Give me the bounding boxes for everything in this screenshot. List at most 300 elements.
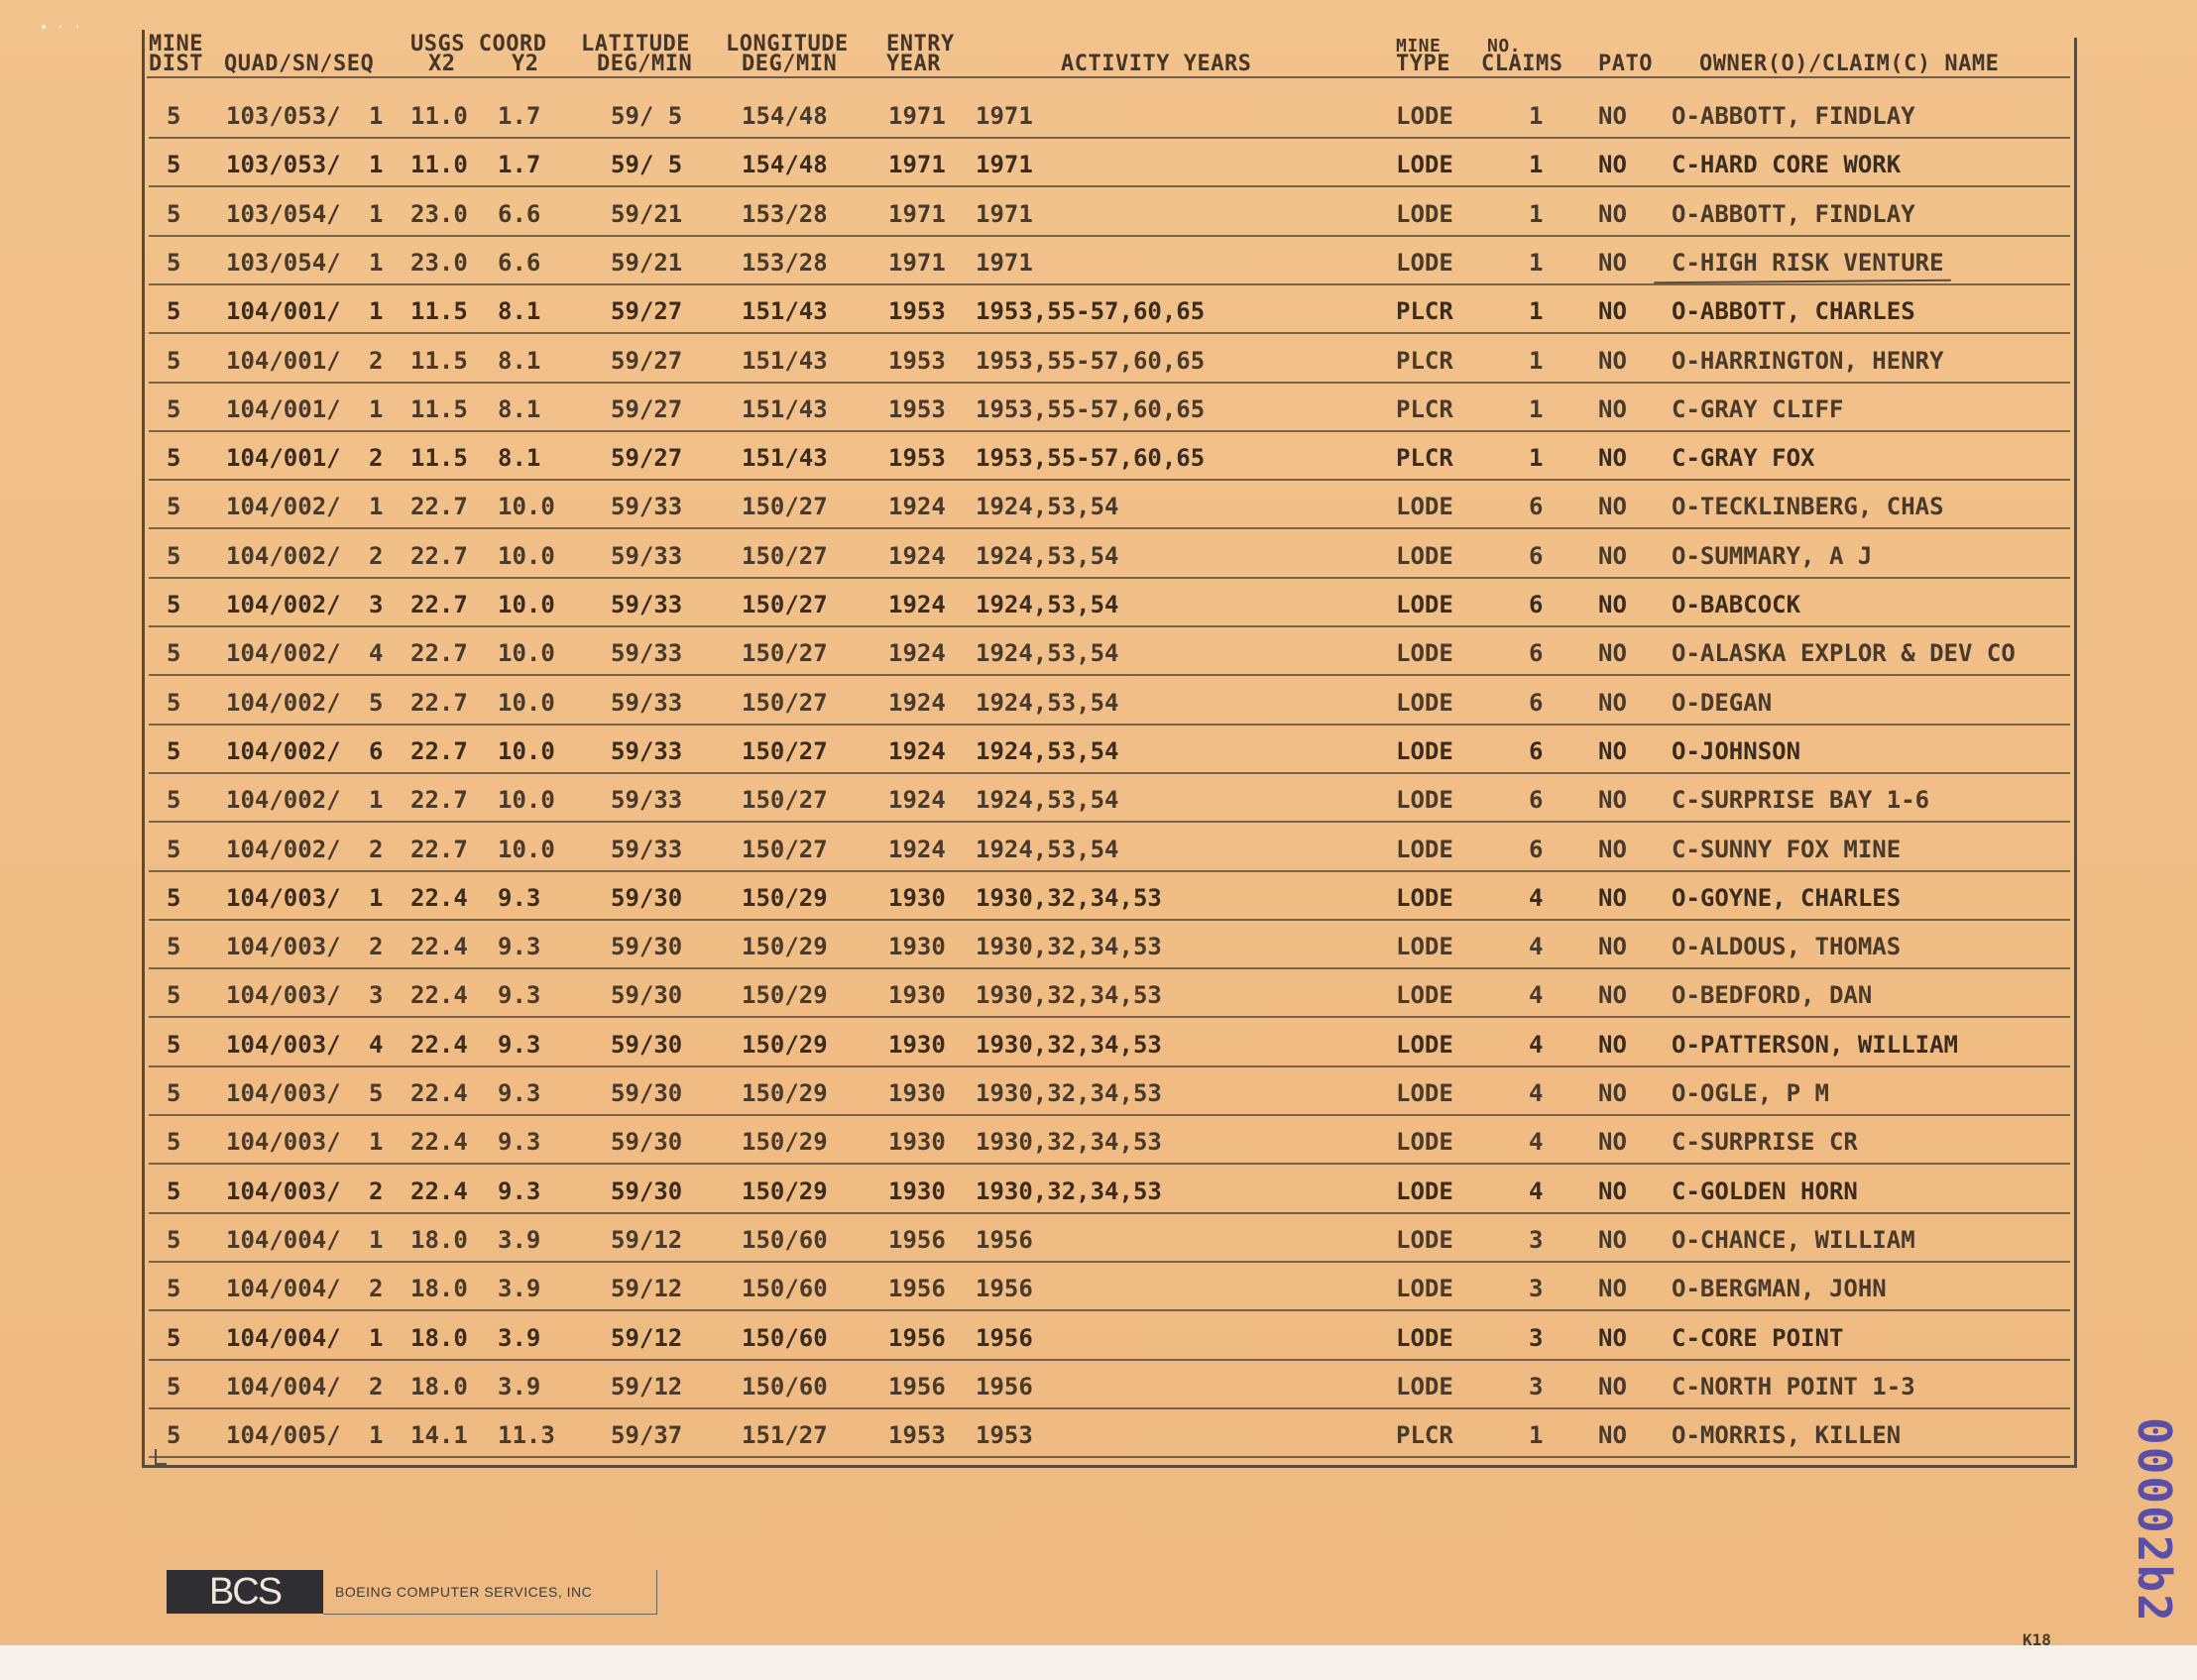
- cell-x2: 22.4: [410, 1030, 468, 1059]
- cell-dist: 5: [167, 297, 181, 326]
- cell-quad: 104/004/: [226, 1225, 341, 1254]
- cell-y2: 10.0: [498, 493, 555, 521]
- cell-lat: 59/12: [611, 1323, 683, 1352]
- cell-dist: 5: [167, 639, 181, 668]
- cell-activity: 1924,53,54: [976, 541, 1119, 570]
- cell-lon: 151/27: [742, 1421, 828, 1450]
- cell-type: LODE: [1396, 1079, 1453, 1107]
- cell-owner: O-OGLE, P M: [1672, 1079, 1829, 1107]
- cell-dist: 5: [167, 835, 181, 863]
- cell-entry: 1924: [888, 835, 946, 863]
- cell-claims: 6: [1529, 786, 1544, 815]
- cell-claims: 1: [1529, 248, 1544, 277]
- cell-quad: 104/001/: [226, 394, 341, 423]
- cell-seq: 2: [369, 541, 384, 570]
- page-mark: K18: [2023, 1630, 2051, 1649]
- cell-entry: 1924: [888, 639, 946, 668]
- cell-type: LODE: [1396, 639, 1453, 668]
- cell-pato: NO: [1598, 736, 1627, 765]
- cell-x2: 23.0: [410, 248, 468, 277]
- cell-dist: 5: [167, 1030, 181, 1059]
- cell-lat: 59/ 5: [611, 102, 683, 130]
- cell-entry: 1956: [888, 1275, 946, 1303]
- cell-quad: 104/002/: [226, 688, 341, 717]
- cell-claims: 1: [1529, 199, 1544, 228]
- cell-pato: NO: [1598, 835, 1627, 863]
- cell-owner: O-JOHNSON: [1672, 736, 1801, 765]
- cell-activity: 1971: [976, 199, 1033, 228]
- cell-pato: NO: [1598, 1421, 1627, 1450]
- row-rule: [149, 527, 2070, 529]
- cell-type: LODE: [1396, 1275, 1453, 1303]
- cell-y2: 9.3: [498, 883, 541, 912]
- cell-x2: 22.7: [410, 541, 468, 570]
- header-owner-claim-name: OWNER(O)/CLAIM(C) NAME: [1699, 52, 2000, 76]
- cell-type: PLCR: [1396, 1421, 1453, 1450]
- cell-quad: 104/003/: [226, 883, 341, 912]
- cell-x2: 22.4: [410, 1079, 468, 1107]
- cell-entry: 1930: [888, 1030, 946, 1059]
- cell-dist: 5: [167, 199, 181, 228]
- cell-type: LODE: [1396, 835, 1453, 863]
- cell-dist: 5: [167, 493, 181, 521]
- cell-quad: 104/002/: [226, 591, 341, 618]
- row-rule: [149, 772, 2070, 774]
- cell-seq: 2: [369, 444, 384, 473]
- cell-x2: 11.5: [410, 346, 468, 375]
- cell-seq: 1: [369, 394, 384, 423]
- cell-y2: 3.9: [498, 1225, 541, 1254]
- cell-x2: 11.5: [410, 444, 468, 473]
- cell-dist: 5: [167, 1225, 181, 1254]
- cell-entry: 1953: [888, 394, 946, 423]
- logo-divider: [656, 1570, 657, 1615]
- table-row: [0, 1412, 2197, 1461]
- cell-entry: 1953: [888, 1421, 946, 1450]
- cell-claims: 1: [1529, 394, 1544, 423]
- cell-entry: 1971: [888, 199, 946, 228]
- cell-lat: 59/30: [611, 1079, 683, 1107]
- cell-owner: O-ABBOTT, FINDLAY: [1672, 102, 1915, 130]
- cell-activity: 1930,32,34,53: [976, 1079, 1162, 1107]
- table-row: [0, 875, 2197, 924]
- cell-activity: 1953,55-57,60,65: [976, 444, 1206, 473]
- cell-type: LODE: [1396, 1372, 1453, 1400]
- cell-claims: 4: [1529, 1079, 1544, 1107]
- cell-type: LODE: [1396, 199, 1453, 228]
- row-rule: [149, 625, 2070, 627]
- cell-dist: 5: [167, 102, 181, 130]
- cell-pato: NO: [1598, 346, 1627, 375]
- cell-dist: 5: [167, 688, 181, 717]
- cell-y2: 10.0: [498, 786, 555, 815]
- cell-quad: 103/053/: [226, 102, 341, 130]
- cell-owner: C-SUNNY FOX MINE: [1672, 835, 1902, 863]
- cell-seq: 3: [369, 591, 384, 618]
- stamp-number: 00002b2: [2128, 1417, 2181, 1624]
- cell-type: LODE: [1396, 1176, 1453, 1205]
- cell-pato: NO: [1598, 1323, 1627, 1352]
- cell-x2: 18.0: [410, 1225, 468, 1254]
- cell-y2: 6.6: [498, 248, 541, 277]
- cell-type: LODE: [1396, 933, 1453, 961]
- table-row: [0, 484, 2197, 532]
- cell-owner: C-GOLDEN HORN: [1672, 1176, 1858, 1205]
- cell-x2: 11.0: [410, 151, 468, 179]
- table-row: [0, 680, 2197, 728]
- logo-underline: [323, 1614, 656, 1615]
- cell-lat: 59/12: [611, 1275, 683, 1303]
- table-row: [0, 777, 2197, 826]
- cell-entry: 1924: [888, 591, 946, 618]
- cell-y2: 6.6: [498, 199, 541, 228]
- cell-entry: 1953: [888, 297, 946, 326]
- row-rule: [149, 332, 2070, 334]
- cell-y2: 9.3: [498, 1030, 541, 1059]
- cell-lon: 150/27: [742, 639, 828, 668]
- cell-x2: 22.4: [410, 981, 468, 1010]
- cell-x2: 22.4: [410, 883, 468, 912]
- cell-activity: 1924,53,54: [976, 786, 1119, 815]
- cell-seq: 1: [369, 1323, 384, 1352]
- cell-claims: 4: [1529, 1176, 1544, 1205]
- cell-entry: 1924: [888, 541, 946, 570]
- cell-type: LODE: [1396, 591, 1453, 618]
- cell-lat: 59/33: [611, 639, 683, 668]
- cell-lat: 59/27: [611, 346, 683, 375]
- cell-claims: 1: [1529, 444, 1544, 473]
- header-usgs: USGS COORD: [410, 32, 547, 56]
- cell-activity: 1924,53,54: [976, 639, 1119, 668]
- cell-quad: 104/003/: [226, 1128, 341, 1157]
- cell-claims: 6: [1529, 493, 1544, 521]
- cell-quad: 104/002/: [226, 786, 341, 815]
- cell-x2: 22.4: [410, 1128, 468, 1157]
- cell-activity: 1953,55-57,60,65: [976, 394, 1206, 423]
- cell-quad: 104/001/: [226, 346, 341, 375]
- cell-owner: C-HIGH RISK VENTURE: [1672, 248, 1944, 277]
- cell-pato: NO: [1598, 199, 1627, 228]
- header-latitude-unit: DEG/MIN: [597, 52, 693, 76]
- cell-dist: 5: [167, 151, 181, 179]
- table-row: [0, 288, 2197, 337]
- cell-seq: 1: [369, 248, 384, 277]
- cell-y2: 8.1: [498, 297, 541, 326]
- cell-lat: 59/30: [611, 981, 683, 1010]
- cell-y2: 3.9: [498, 1275, 541, 1303]
- cell-pato: NO: [1598, 394, 1627, 423]
- table-row: [0, 1315, 2197, 1364]
- header-usgs-x: X2: [428, 52, 456, 76]
- cell-lat: 59/33: [611, 493, 683, 521]
- cell-activity: 1930,32,34,53: [976, 1030, 1162, 1059]
- cell-y2: 10.0: [498, 736, 555, 765]
- cell-claims: 1: [1529, 151, 1544, 179]
- cell-seq: 2: [369, 1176, 384, 1205]
- cell-claims: 4: [1529, 883, 1544, 912]
- header-rule: [147, 76, 2070, 78]
- cell-x2: 22.7: [410, 591, 468, 618]
- cell-owner: O-BABCOCK: [1672, 591, 1801, 618]
- cell-activity: 1956: [976, 1225, 1033, 1254]
- cell-y2: 8.1: [498, 346, 541, 375]
- cell-claims: 3: [1529, 1372, 1544, 1400]
- cell-activity: 1924,53,54: [976, 835, 1119, 863]
- table-row: [0, 338, 2197, 387]
- cell-lon: 150/27: [742, 736, 828, 765]
- row-rule: [149, 1016, 2070, 1018]
- cell-seq: 4: [369, 1030, 384, 1059]
- cell-type: PLCR: [1396, 444, 1453, 473]
- document-number-stamp: [2124, 1417, 2183, 1635]
- cell-dist: 5: [167, 1079, 181, 1107]
- cell-lon: 150/27: [742, 591, 828, 618]
- cell-lon: 151/43: [742, 346, 828, 375]
- cell-lat: 59/33: [611, 736, 683, 765]
- cell-claims: 6: [1529, 541, 1544, 570]
- cell-seq: 1: [369, 1225, 384, 1254]
- cell-y2: 9.3: [498, 1128, 541, 1157]
- cell-claims: 6: [1529, 688, 1544, 717]
- table-row: [0, 93, 2197, 142]
- cell-pato: NO: [1598, 639, 1627, 668]
- cell-pato: NO: [1598, 102, 1627, 130]
- cell-dist: 5: [167, 248, 181, 277]
- cell-type: LODE: [1396, 688, 1453, 717]
- cell-quad: 104/002/: [226, 835, 341, 863]
- row-rule: [149, 283, 2070, 285]
- table-row: [0, 1070, 2197, 1119]
- cell-lat: 59/30: [611, 1128, 683, 1157]
- table-row: [0, 191, 2197, 240]
- cell-seq: 4: [369, 639, 384, 668]
- cell-lat: 59/ 5: [611, 151, 683, 179]
- cell-pato: NO: [1598, 1030, 1627, 1059]
- cell-owner: O-CHANCE, WILLIAM: [1672, 1225, 1915, 1254]
- cell-quad: 103/054/: [226, 199, 341, 228]
- table-row: [0, 1119, 2197, 1168]
- cell-type: LODE: [1396, 736, 1453, 765]
- cell-dist: 5: [167, 1176, 181, 1205]
- cell-dist: 5: [167, 541, 181, 570]
- cell-quad: 104/002/: [226, 493, 341, 521]
- cell-owner: C-SURPRISE CR: [1672, 1128, 1858, 1157]
- cell-entry: 1971: [888, 151, 946, 179]
- cell-claims: 4: [1529, 981, 1544, 1010]
- row-rule: [149, 185, 2070, 187]
- cell-owner: O-BERGMAN, JOHN: [1672, 1275, 1887, 1303]
- cell-quad: 104/004/: [226, 1323, 341, 1352]
- cell-seq: 1: [369, 883, 384, 912]
- cell-lon: 150/29: [742, 1128, 828, 1157]
- cell-lon: 150/27: [742, 786, 828, 815]
- cell-entry: 1924: [888, 736, 946, 765]
- cell-lat: 59/30: [611, 933, 683, 961]
- cell-quad: 104/004/: [226, 1372, 341, 1400]
- row-rule: [149, 870, 2070, 872]
- cell-owner: O-HARRINGTON, HENRY: [1672, 346, 1944, 375]
- cell-claims: 1: [1529, 297, 1544, 326]
- cell-activity: 1971: [976, 151, 1033, 179]
- cell-lon: 150/29: [742, 933, 828, 961]
- cell-quad: 104/003/: [226, 1079, 341, 1107]
- cell-x2: 22.7: [410, 835, 468, 863]
- cell-lon: 150/60: [742, 1225, 828, 1254]
- cell-x2: 22.7: [410, 786, 468, 815]
- cell-entry: 1924: [888, 688, 946, 717]
- cell-owner: O-ABBOTT, CHARLES: [1672, 297, 1915, 326]
- cell-y2: 9.3: [498, 981, 541, 1010]
- cell-pato: NO: [1598, 786, 1627, 815]
- cell-dist: 5: [167, 786, 181, 815]
- cell-dist: 5: [167, 591, 181, 618]
- cell-claims: 3: [1529, 1275, 1544, 1303]
- cell-x2: 11.5: [410, 297, 468, 326]
- cell-claims: 3: [1529, 1323, 1544, 1352]
- table-row: [0, 630, 2197, 679]
- row-rule: [149, 1114, 2070, 1116]
- row-rule: [149, 1065, 2070, 1067]
- header-claims-2: CLAIMS: [1481, 52, 1563, 76]
- cell-pato: NO: [1598, 1176, 1627, 1205]
- cell-owner: O-ALASKA EXPLOR & DEV CO: [1672, 639, 2016, 668]
- header-latitude: LATITUDE: [581, 32, 690, 56]
- cell-activity: 1924,53,54: [976, 493, 1119, 521]
- table-row: [0, 1169, 2197, 1217]
- row-rule: [149, 724, 2070, 726]
- cell-owner: C-NORTH POINT 1-3: [1672, 1372, 1915, 1400]
- cell-lon: 150/27: [742, 493, 828, 521]
- row-rule: [149, 674, 2070, 676]
- cell-dist: 5: [167, 1372, 181, 1400]
- cell-y2: 3.9: [498, 1323, 541, 1352]
- cell-seq: 2: [369, 1372, 384, 1400]
- cell-y2: 10.0: [498, 591, 555, 618]
- cell-claims: 6: [1529, 835, 1544, 863]
- cell-y2: 11.3: [498, 1421, 555, 1450]
- cell-lat: 59/33: [611, 786, 683, 815]
- table-row: [0, 972, 2197, 1021]
- cell-dist: 5: [167, 736, 181, 765]
- cell-quad: 104/005/: [226, 1421, 341, 1450]
- cell-pato: NO: [1598, 688, 1627, 717]
- cell-activity: 1956: [976, 1275, 1033, 1303]
- cell-quad: 104/003/: [226, 981, 341, 1010]
- table-row: [0, 1217, 2197, 1266]
- row-rule: [149, 1163, 2070, 1165]
- table-row: [0, 1364, 2197, 1412]
- cell-entry: 1930: [888, 933, 946, 961]
- cell-claims: 1: [1529, 346, 1544, 375]
- header-quad: QUAD/SN/SEQ: [224, 52, 375, 76]
- cell-activity: 1924,53,54: [976, 688, 1119, 717]
- cell-seq: 1: [369, 151, 384, 179]
- cell-y2: 10.0: [498, 639, 555, 668]
- cell-pato: NO: [1598, 1225, 1627, 1254]
- cell-lon: 150/27: [742, 688, 828, 717]
- cell-x2: 11.0: [410, 102, 468, 130]
- cell-activity: 1956: [976, 1372, 1033, 1400]
- table-row: [0, 533, 2197, 582]
- table-row: [0, 728, 2197, 777]
- cell-entry: 1924: [888, 493, 946, 521]
- cell-activity: 1924,53,54: [976, 591, 1119, 618]
- cell-dist: 5: [167, 346, 181, 375]
- cell-y2: 3.9: [498, 1372, 541, 1400]
- row-rule: [149, 577, 2070, 579]
- row-rule: [149, 821, 2070, 823]
- cell-activity: 1953: [976, 1421, 1033, 1450]
- cell-lon: 154/48: [742, 102, 828, 130]
- cell-lat: 59/30: [611, 1176, 683, 1205]
- cell-claims: 4: [1529, 1128, 1544, 1157]
- cell-pato: NO: [1598, 883, 1627, 912]
- header-entry: ENTRY: [886, 32, 955, 56]
- cell-entry: 1930: [888, 883, 946, 912]
- cell-seq: 5: [369, 688, 384, 717]
- cell-seq: 1: [369, 1421, 384, 1450]
- frame-bottom: [142, 1465, 2077, 1468]
- header-mine-type-2: TYPE: [1396, 52, 1450, 76]
- cell-claims: 4: [1529, 1030, 1544, 1059]
- cell-entry: 1924: [888, 786, 946, 815]
- cell-lon: 150/29: [742, 1030, 828, 1059]
- cell-x2: 11.5: [410, 394, 468, 423]
- cell-claims: 6: [1529, 736, 1544, 765]
- cell-lat: 59/33: [611, 591, 683, 618]
- cell-x2: 22.4: [410, 933, 468, 961]
- cell-activity: 1930,32,34,53: [976, 1176, 1162, 1205]
- row-rule: [149, 382, 2070, 384]
- cell-owner: O-ABBOTT, FINDLAY: [1672, 199, 1915, 228]
- cell-quad: 104/002/: [226, 639, 341, 668]
- cell-owner: O-TECKLINBERG, CHAS: [1672, 493, 1944, 521]
- cell-lon: 151/43: [742, 297, 828, 326]
- cell-quad: 103/054/: [226, 248, 341, 277]
- cell-type: LODE: [1396, 541, 1453, 570]
- cell-lat: 59/33: [611, 541, 683, 570]
- cell-x2: 22.4: [410, 1176, 468, 1205]
- cell-owner: O-GOYNE, CHARLES: [1672, 883, 1902, 912]
- cell-activity: 1953,55-57,60,65: [976, 297, 1206, 326]
- cell-lat: 59/27: [611, 444, 683, 473]
- header-mine-dist-2: DIST: [149, 52, 203, 76]
- cell-quad: 104/001/: [226, 297, 341, 326]
- cell-activity: 1930,32,34,53: [976, 1128, 1162, 1157]
- table-row: [0, 924, 2197, 972]
- cell-x2: 22.7: [410, 688, 468, 717]
- cell-lon: 150/27: [742, 541, 828, 570]
- cell-lon: 150/27: [742, 835, 828, 863]
- cell-pato: NO: [1598, 493, 1627, 521]
- cell-lon: 150/60: [742, 1323, 828, 1352]
- cell-type: LODE: [1396, 786, 1453, 815]
- cell-claims: 1: [1529, 102, 1544, 130]
- cell-seq: 5: [369, 1079, 384, 1107]
- cell-type: LODE: [1396, 981, 1453, 1010]
- cell-type: LODE: [1396, 883, 1453, 912]
- cell-activity: 1930,32,34,53: [976, 933, 1162, 961]
- cell-lat: 59/27: [611, 394, 683, 423]
- cell-entry: 1956: [888, 1372, 946, 1400]
- cell-x2: 23.0: [410, 199, 468, 228]
- cell-y2: 10.0: [498, 835, 555, 863]
- row-rule: [149, 479, 2070, 481]
- cell-lat: 59/12: [611, 1225, 683, 1254]
- bcs-logo: BCS: [167, 1570, 323, 1614]
- row-rule: [149, 919, 2070, 921]
- cell-owner: C-SURPRISE BAY 1-6: [1672, 786, 1930, 815]
